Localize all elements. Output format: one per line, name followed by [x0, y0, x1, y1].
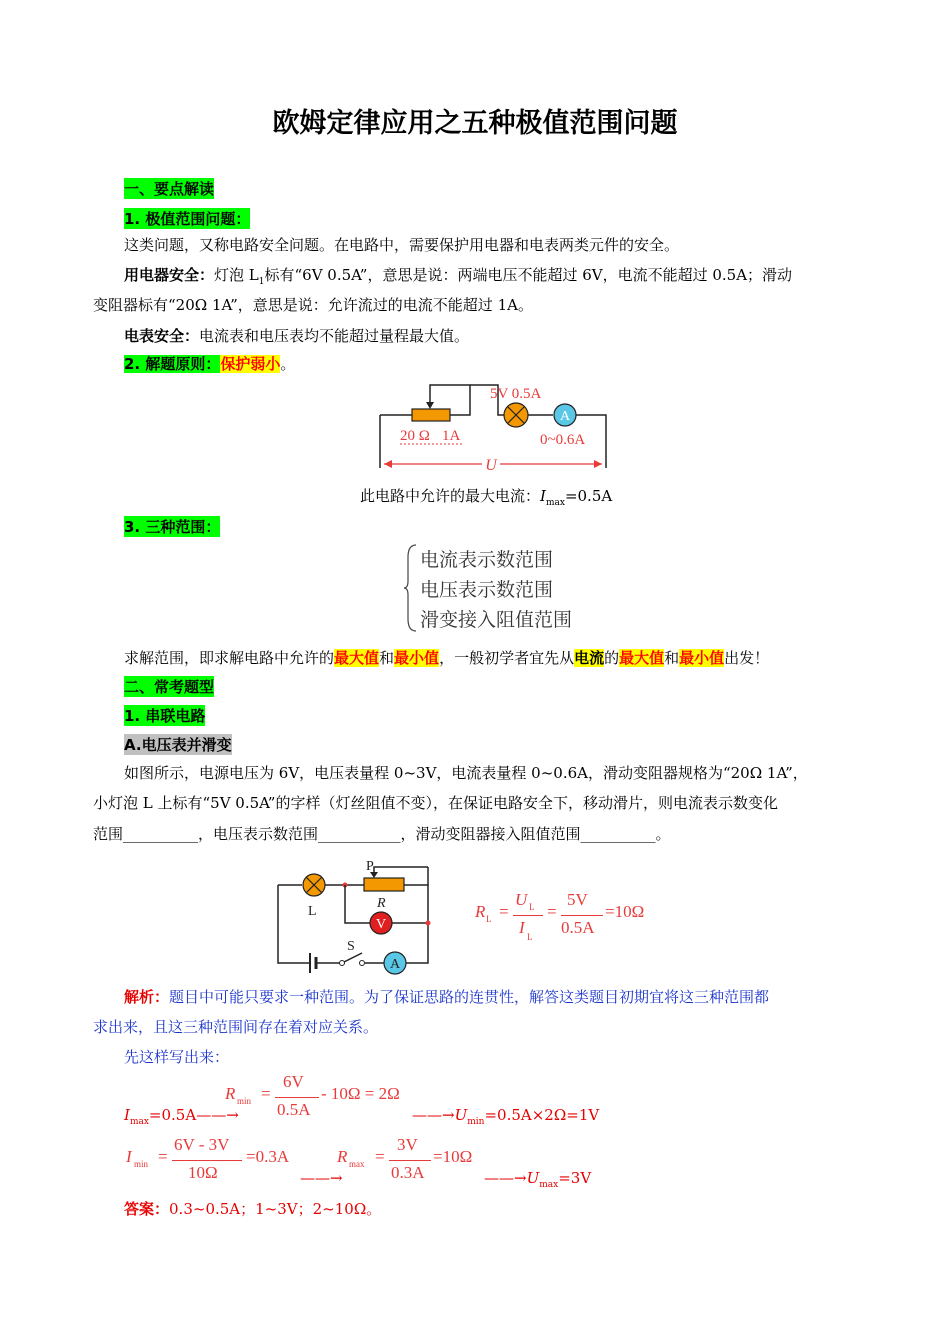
question-line-3: 范围__________，电压表示数范围___________，滑动变阻器接入阻值范围__________。	[93, 825, 671, 843]
voltmeter-label: V	[375, 917, 387, 932]
highlight-max: 最大值	[334, 649, 380, 667]
rl-num2: 5V	[567, 890, 588, 909]
rl-lhs: R	[475, 902, 486, 921]
rl-result: =10Ω	[605, 902, 645, 921]
umin-u: U	[454, 1106, 468, 1124]
solve-and: 和	[379, 649, 395, 667]
rmax-sub: max	[349, 1159, 365, 1169]
caption-sub: max	[545, 498, 565, 508]
arrow-icon: ——→	[412, 1106, 455, 1124]
circuit-caption	[360, 481, 612, 518]
imax-value: =0.5A	[148, 1106, 197, 1124]
circuit-diagram-1	[370, 380, 620, 480]
imax-i: I	[124, 1106, 130, 1124]
caption-text: 此电路中允许的最大电流：	[360, 487, 541, 505]
appliance-sub: 1	[258, 277, 265, 287]
subheading-series: 1. 串联电路	[124, 707, 206, 725]
umin-statement	[412, 1100, 599, 1137]
highlight-min: 最小值	[394, 649, 440, 667]
solve-line	[124, 643, 769, 673]
appliance-text: 灯泡 L	[214, 266, 259, 284]
rheostat	[412, 409, 450, 421]
rmax-num: 3V	[397, 1135, 418, 1154]
range-item: 电流表示数范围	[420, 549, 554, 571]
rmin-den: 0.5A	[277, 1100, 311, 1119]
appliance-safety-label: 用电器安全：	[124, 266, 215, 284]
umax-u: U	[526, 1169, 540, 1187]
ammeter-2-label: A	[389, 957, 401, 972]
appliance-safety-line-2: 变阻器标有“20Ω 1A”，意思是说：允许流过的电流不能超过 1A。	[93, 296, 533, 314]
analysis-line-2: 求出来，且这三种范围间存在着对应关系。	[93, 1018, 379, 1036]
rmax-lhs: R	[337, 1147, 348, 1166]
rheostat-current: 1A	[442, 428, 461, 444]
circuit-diagram-2	[270, 857, 440, 977]
umax-sub: max	[539, 1180, 559, 1190]
range-list	[420, 545, 572, 635]
lamp-2-label: L	[308, 904, 317, 919]
umax-value: =3V	[558, 1169, 592, 1187]
rheostat-2	[364, 878, 404, 891]
answer-line	[124, 1194, 381, 1224]
rl-lhs-sub: L	[486, 914, 492, 924]
ammeter-range: 0~0.6A	[540, 432, 586, 448]
principle-line	[124, 349, 295, 379]
rl-den-sub: L	[527, 932, 533, 942]
principle-text: 保护弱小	[220, 355, 281, 373]
imax-statement	[124, 1100, 239, 1137]
solve-end: 出发！	[724, 649, 770, 667]
arrow-icon: ——→	[196, 1106, 239, 1124]
meter-safety-line	[124, 321, 469, 351]
resistor-label: R	[377, 896, 386, 911]
solve-text: 求解范围，即求解电路中允许的	[124, 649, 335, 667]
rheostat-rating: 20 Ω	[400, 428, 430, 444]
voltage-label: U	[485, 457, 497, 474]
analysis-line-1	[124, 982, 769, 1012]
answer-label: 答案：	[124, 1200, 170, 1218]
appliance-text-b: 标有“6V 0.5A”，意思是说：两端电压不能超过 6V，电流不能超过 0.5A；滑动	[264, 266, 793, 284]
meter-safety-text: 电流表和电压表均不能超过量程最大值。	[199, 327, 470, 345]
caption-value: =0.5A	[564, 487, 613, 505]
solve-of: 的	[604, 649, 620, 667]
rmax-den: 0.3A	[391, 1163, 425, 1182]
lamp-rating: 5V 0.5A	[490, 386, 542, 402]
rl-den: I	[519, 918, 525, 937]
subheading-extreme-range: 1. 极值范围问题：	[124, 210, 251, 228]
solve-text-b: ，一般初学者宜先从	[439, 649, 575, 667]
brace-icon	[404, 543, 418, 633]
arrow-icon: ——→	[300, 1169, 343, 1187]
range-item: 滑变接入阻值范围	[420, 609, 573, 631]
page-title: 欧姆定律应用之五种极值范围问题	[272, 108, 678, 139]
rl-den2: 0.5A	[561, 918, 595, 937]
imax-sub: max	[129, 1117, 149, 1127]
rl-num: U	[515, 890, 528, 909]
umax-statement	[484, 1163, 591, 1200]
imin-result: =0.3A	[246, 1147, 290, 1166]
subheading-three-ranges: 3. 三种范围：	[124, 518, 221, 536]
rmin-tail: - 10Ω = 2Ω	[321, 1084, 400, 1103]
umin-sub: min	[467, 1117, 485, 1127]
slider-label: P	[366, 859, 374, 874]
rmax-result: =10Ω	[433, 1147, 473, 1166]
rmin-num: 6V	[283, 1072, 304, 1091]
imin-formula: I min = 6V - 3V 10Ω =0.3A	[126, 1135, 290, 1182]
principle-end: 。	[280, 355, 296, 373]
umin-value: =0.5A×2Ω=1V	[484, 1106, 600, 1124]
imin-sub: min	[134, 1159, 149, 1169]
rl-num-sub: L	[529, 902, 535, 912]
subheading-principle: 2. 解题原则：	[124, 355, 221, 373]
ammeter-label: A	[559, 409, 571, 424]
meter-safety-label: 电表安全：	[124, 327, 200, 345]
intro-paragraph: 这类问题，又称电路安全问题。在电路中，需要保护用电器和电表两类元件的安全。	[124, 236, 680, 254]
question-line-1: 如图所示，电源电压为 6V，电压表量程 0~3V，电流表量程 0~0.6A，滑动变阻器规格为“20Ω 1A”，	[124, 764, 808, 782]
section-heading-2: 二、常考题型	[124, 678, 215, 696]
rmin-formula: R min = 6V 0.5A - 10Ω = 2Ω	[225, 1072, 400, 1119]
caption-i: I	[540, 487, 546, 505]
solve-and: 和	[664, 649, 680, 667]
write-first: 先这样写出来：	[124, 1048, 230, 1066]
answer-text: 0.3~0.5A；1~3V；2~10Ω。	[169, 1200, 382, 1218]
rmin-lhs: R	[225, 1084, 236, 1103]
analysis-text: 题目中可能只要求一种范围。为了保证思路的连贯性，解答这类题目初期宜将这三种范围都	[169, 988, 770, 1006]
switch-label: S	[347, 939, 355, 954]
range-item: 电压表示数范围	[420, 579, 554, 601]
arrow-icon: ——→	[484, 1169, 527, 1187]
rmin-sub: min	[237, 1096, 252, 1106]
imin-lhs: I	[126, 1147, 132, 1166]
highlight-min: 最小值	[679, 649, 725, 667]
highlight-max: 最大值	[619, 649, 665, 667]
imin-num: 6V - 3V	[174, 1135, 230, 1154]
rmax-formula: R max = 3V 0.3A =10Ω	[337, 1135, 473, 1182]
section-heading-1: 一、要点解读	[124, 180, 215, 198]
question-line-2: 小灯泡 L 上标有“5V 0.5A”的字样（灯丝阻值不变），在保证电路安全下，移动滑片，则电流表示数变化	[93, 794, 778, 812]
rl-formula: R L = U L I L = 5V 0.5A =10Ω	[475, 890, 645, 942]
analysis-label: 解析：	[124, 988, 170, 1006]
imin-den: 10Ω	[188, 1163, 218, 1182]
subheading-voltmeter: A.电压表并滑变	[124, 736, 232, 754]
highlight-current: 电流	[574, 649, 605, 667]
